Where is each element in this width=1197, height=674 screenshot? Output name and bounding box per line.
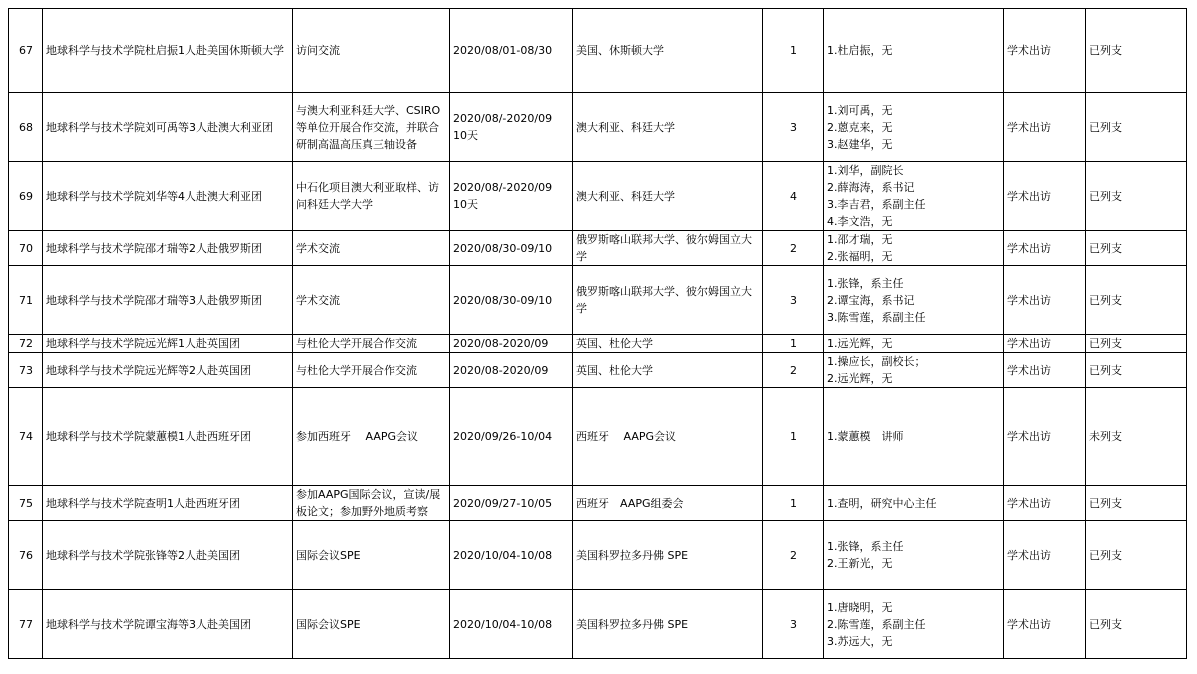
member-entry: 2.陈雪莲，系副主任	[827, 617, 926, 631]
table-row	[9, 486, 1187, 521]
date-cell: 2020/08-2020/09	[450, 335, 573, 353]
member-count-cell: 1	[763, 9, 824, 93]
destination-cell: 西班牙 AAPG会议	[573, 388, 763, 486]
destination-cell: 澳大利亚、科廷大学	[573, 162, 763, 231]
date-cell: 2020/08/30-09/10	[450, 231, 573, 266]
member-count-cell: 1	[763, 486, 824, 521]
table-row	[9, 93, 1187, 162]
table-row	[9, 590, 1187, 659]
payment-status-cell: 已列支	[1086, 353, 1187, 388]
purpose-cell: 学术交流	[293, 266, 450, 335]
member-entry: 1.张锋，系主任	[827, 540, 904, 553]
members-cell	[824, 93, 1004, 162]
member-entry: 3.赵建华，无	[827, 137, 893, 151]
member-entry: 1.邵才瑞，无	[827, 233, 893, 246]
destination-cell: 英国、杜伦大学	[573, 335, 763, 353]
delegation-name-cell: 地球科学与技术学院刘华等4人赴澳大利亚团	[43, 162, 293, 231]
member-entry: 1.刘可禹，无	[827, 103, 893, 117]
member-entry: 2.张福明，无	[827, 250, 893, 263]
member-entry: 2.蒽克来，无	[827, 120, 893, 134]
visit-type-cell: 学术出访	[1004, 231, 1086, 266]
destination-cell: 西班牙 AAPG组委会	[573, 486, 763, 521]
table-row	[9, 9, 1187, 93]
visit-table	[8, 8, 1187, 659]
delegation-name-cell: 地球科学与技术学院蒙蕙模1人赴西班牙团	[43, 388, 293, 486]
payment-status-cell: 已列支	[1086, 93, 1187, 162]
payment-status-cell: 已列支	[1086, 486, 1187, 521]
destination-cell: 俄罗斯喀山联邦大学、彼尔姆国立大学	[573, 266, 763, 335]
visit-type-cell: 学术出访	[1004, 335, 1086, 353]
members-cell	[824, 353, 1004, 388]
destination-cell: 澳大利亚、科廷大学	[573, 93, 763, 162]
payment-status-cell: 已列支	[1086, 231, 1187, 266]
visit-type-cell: 学术出访	[1004, 93, 1086, 162]
member-entry: 3.苏远大，无	[827, 634, 893, 648]
delegation-name-cell: 地球科学与技术学院杜启振1人赴美国休斯顿大学	[43, 9, 293, 93]
row-number-cell: 74	[9, 388, 43, 486]
payment-status-cell: 已列支	[1086, 521, 1187, 590]
purpose-cell: 参加AAPG国际会议，宣读/展板论文；参加野外地质考察	[293, 486, 450, 521]
member-count-cell: 2	[763, 231, 824, 266]
table-row	[9, 388, 1187, 486]
row-number-cell: 73	[9, 353, 43, 388]
members-cell	[824, 521, 1004, 590]
purpose-cell: 中石化项目澳大利亚取样、访问科廷大学大学	[293, 162, 450, 231]
payment-status-cell: 已列支	[1086, 335, 1187, 353]
member-count-cell: 1	[763, 335, 824, 353]
members-cell	[824, 486, 1004, 521]
members-cell	[824, 335, 1004, 353]
members-cell	[824, 231, 1004, 266]
date-cell: 2020/10/04-10/08	[450, 521, 573, 590]
purpose-cell: 与杜伦大学开展合作交流	[293, 335, 450, 353]
date-range-text: 2020/08/-2020/09	[453, 112, 553, 125]
date-range-text: 2020/08/-2020/09	[453, 181, 553, 194]
payment-status-cell: 已列支	[1086, 590, 1187, 659]
delegation-name-cell: 地球科学与技术学院邵才瑞等3人赴俄罗斯团	[43, 266, 293, 335]
row-number-cell: 75	[9, 486, 43, 521]
member-entry: 1.刘华，副院长	[827, 164, 904, 177]
member-entry: 1.张锋，系主任	[827, 276, 904, 290]
row-number-cell: 70	[9, 231, 43, 266]
delegation-name-cell: 地球科学与技术学院远光辉等2人赴英国团	[43, 353, 293, 388]
visit-type-cell: 学术出访	[1004, 521, 1086, 590]
purpose-cell: 学术交流	[293, 231, 450, 266]
purpose-cell: 国际会议SPE	[293, 590, 450, 659]
purpose-cell: 访问交流	[293, 9, 450, 93]
visit-type-cell: 学术出访	[1004, 266, 1086, 335]
payment-status-cell: 已列支	[1086, 9, 1187, 93]
payment-status-cell: 已列支	[1086, 162, 1187, 231]
member-count-cell: 3	[763, 266, 824, 335]
member-entry: 4.李文浩，无	[827, 215, 893, 228]
table-row	[9, 353, 1187, 388]
destination-cell: 英国、杜伦大学	[573, 353, 763, 388]
delegation-name-cell: 地球科学与技术学院刘可禹等3人赴澳大利亚团	[43, 93, 293, 162]
members-cell	[824, 162, 1004, 231]
row-number-cell: 69	[9, 162, 43, 231]
visit-type-cell: 学术出访	[1004, 162, 1086, 231]
visit-type-cell: 学术出访	[1004, 9, 1086, 93]
members-cell	[824, 9, 1004, 93]
date-cell: 2020/09/27-10/05	[450, 486, 573, 521]
row-number-cell: 68	[9, 93, 43, 162]
date-cell	[450, 162, 573, 231]
member-entry: 1.操应长，副校长；	[827, 355, 926, 368]
destination-cell: 俄罗斯喀山联邦大学、彼尔姆国立大学	[573, 231, 763, 266]
visit-type-cell: 学术出访	[1004, 353, 1086, 388]
member-count-cell: 1	[763, 388, 824, 486]
member-entry: 2.薛海涛，系书记	[827, 181, 915, 194]
member-entry: 3.李吉君，系副主任	[827, 198, 926, 211]
table-row	[9, 231, 1187, 266]
member-entry: 2.王新光，无	[827, 557, 893, 570]
member-entry: 1.唐晓明，无	[827, 600, 893, 614]
duration-text: 10天	[453, 129, 478, 142]
purpose-cell: 国际会议SPE	[293, 521, 450, 590]
table-row	[9, 335, 1187, 353]
members-cell	[824, 388, 1004, 486]
member-count-cell: 4	[763, 162, 824, 231]
duration-text: 10天	[453, 198, 478, 211]
purpose-cell: 参加西班牙 AAPG会议	[293, 388, 450, 486]
table-body	[9, 9, 1187, 659]
member-entry: 1.蒙蕙模 讲师	[827, 430, 904, 443]
member-entry: 1.杜启振，无	[827, 44, 893, 57]
date-cell: 2020/10/04-10/08	[450, 590, 573, 659]
delegation-name-cell: 地球科学与技术学院张锋等2人赴美国团	[43, 521, 293, 590]
row-number-cell: 71	[9, 266, 43, 335]
members-cell	[824, 266, 1004, 335]
delegation-name-cell: 地球科学与技术学院邵才瑞等2人赴俄罗斯团	[43, 231, 293, 266]
destination-cell: 美国科罗拉多丹佛 SPE	[573, 590, 763, 659]
delegation-name-cell: 地球科学与技术学院谭宝海等3人赴美国团	[43, 590, 293, 659]
visit-type-cell: 学术出访	[1004, 388, 1086, 486]
table-row	[9, 521, 1187, 590]
visit-type-cell: 学术出访	[1004, 486, 1086, 521]
member-count-cell: 3	[763, 93, 824, 162]
member-count-cell: 3	[763, 590, 824, 659]
purpose-cell: 与澳大利亚科廷大学、CSIRO等单位开展合作交流，并联合研制高温高压真三轴设备	[293, 93, 450, 162]
payment-status-cell: 已列支	[1086, 266, 1187, 335]
member-count-cell: 2	[763, 521, 824, 590]
table-row	[9, 266, 1187, 335]
payment-status-cell: 未列支	[1086, 388, 1187, 486]
row-number-cell: 72	[9, 335, 43, 353]
purpose-cell: 与杜伦大学开展合作交流	[293, 353, 450, 388]
date-cell	[450, 93, 573, 162]
member-entry: 3.陈雪莲，系副主任	[827, 310, 926, 324]
date-cell: 2020/08/01-08/30	[450, 9, 573, 93]
member-entry: 2.远光辉，无	[827, 372, 893, 385]
members-cell	[824, 590, 1004, 659]
destination-cell: 美国科罗拉多丹佛 SPE	[573, 521, 763, 590]
delegation-name-cell: 地球科学与技术学院查明1人赴西班牙团	[43, 486, 293, 521]
date-cell: 2020/08-2020/09	[450, 353, 573, 388]
date-cell: 2020/09/26-10/04	[450, 388, 573, 486]
destination-cell: 美国、休斯顿大学	[573, 9, 763, 93]
visit-type-cell: 学术出访	[1004, 590, 1086, 659]
table-row	[9, 162, 1187, 231]
member-count-cell: 2	[763, 353, 824, 388]
member-entry: 1.远光辉，无	[827, 337, 893, 350]
row-number-cell: 77	[9, 590, 43, 659]
member-entry: 1.查明，研究中心主任	[827, 496, 937, 510]
delegation-name-cell: 地球科学与技术学院远光辉1人赴英国团	[43, 335, 293, 353]
member-entry: 2.谭宝海，系书记	[827, 293, 915, 307]
date-cell: 2020/08/30-09/10	[450, 266, 573, 335]
row-number-cell: 76	[9, 521, 43, 590]
row-number-cell: 67	[9, 9, 43, 93]
